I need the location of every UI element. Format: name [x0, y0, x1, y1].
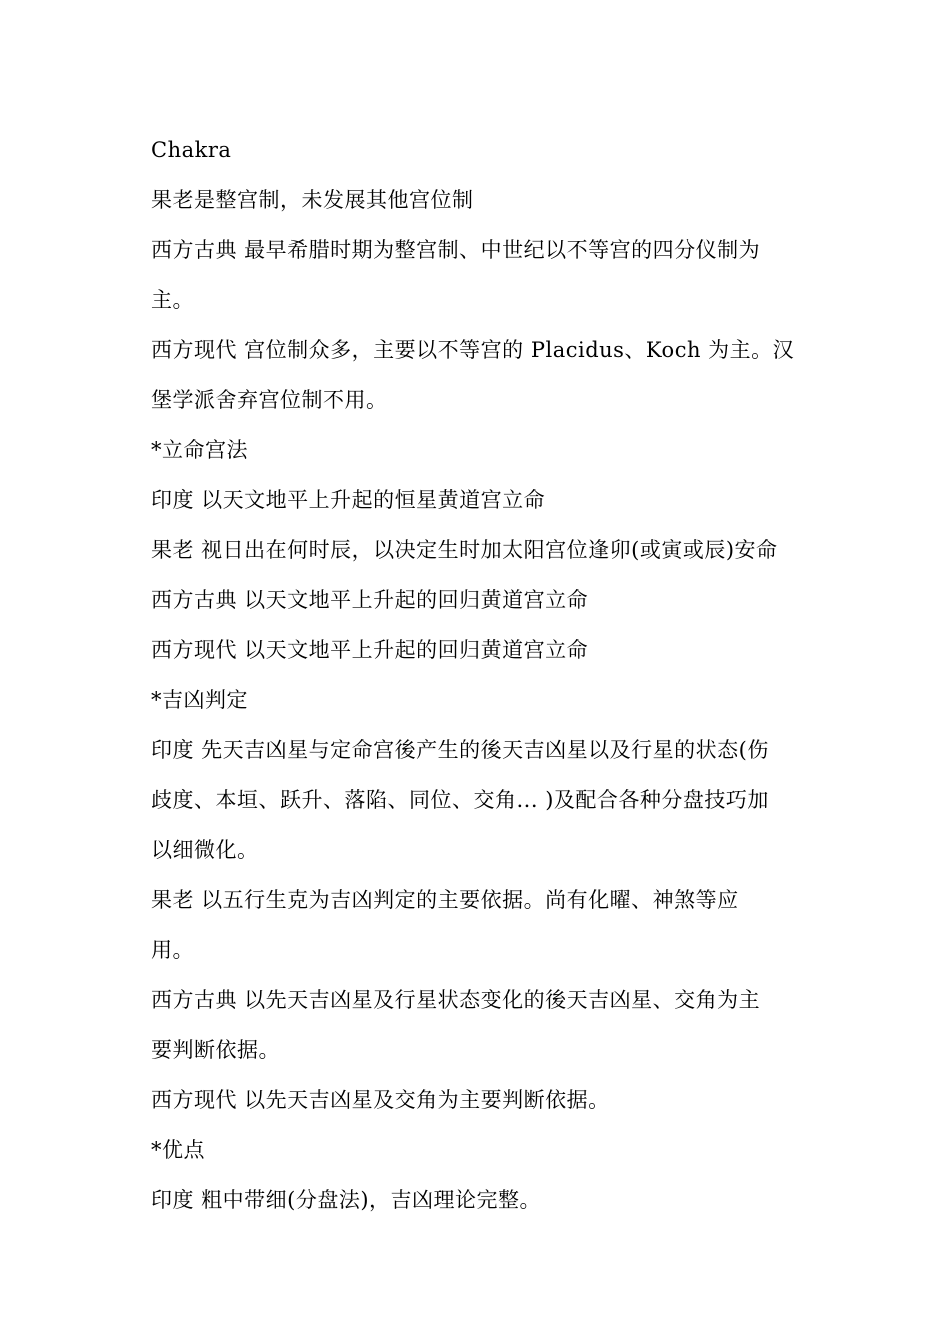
section-heading: *优点 — [151, 1138, 205, 1162]
section-heading: *立命宫法 — [151, 438, 248, 462]
text-line: 以细微化。 — [151, 838, 259, 862]
text-line: 西方现代 宫位制众多，主要以不等宫的 Placidus、Koch 为主。汉 — [151, 338, 795, 362]
text-line: 用。 — [151, 938, 194, 962]
text-line: 主。 — [151, 288, 194, 312]
text-line: 果老是整宫制，未发展其他宫位制 — [151, 188, 474, 212]
text-line: 要判断依据。 — [151, 1038, 280, 1062]
text-line: 果老 视日出在何时辰，以决定生时加太阳宫位逢卯(或寅或辰)安命 — [151, 538, 778, 562]
section-heading: *吉凶判定 — [151, 688, 248, 712]
text-line: 西方古典 以先天吉凶星及行星状态变化的後天吉凶星、交角为主 — [151, 988, 761, 1012]
text-line: 歧度、本垣、跃升、落陷、同位、交角... )及配合各种分盘技巧加 — [151, 788, 769, 812]
text-line: 堡学派舍弃宫位制不用。 — [151, 388, 388, 412]
text-line: 印度 粗中带细(分盘法)，吉凶理论完整。 — [151, 1188, 542, 1212]
text-line: 西方古典 以天文地平上升起的回归黄道宫立命 — [151, 588, 589, 612]
text-line: Chakra — [151, 138, 232, 162]
text-line: 印度 先天吉凶星与定命宫後产生的後天吉凶星以及行星的状态(伤 — [151, 738, 769, 762]
text-line: 西方古典 最早希腊时期为整宫制、中世纪以不等宫的四分仪制为 — [151, 238, 761, 262]
document-body — [151, 125, 801, 1225]
text-line: 西方现代 以天文地平上升起的回归黄道宫立命 — [151, 638, 589, 662]
text-line: 果老 以五行生克为吉凶判定的主要依据。尚有化曜、神煞等应 — [151, 888, 739, 912]
text-line: 印度 以天文地平上升起的恒星黄道宫立命 — [151, 488, 546, 512]
text-line: 西方现代 以先天吉凶星及交角为主要判断依据。 — [151, 1088, 610, 1112]
